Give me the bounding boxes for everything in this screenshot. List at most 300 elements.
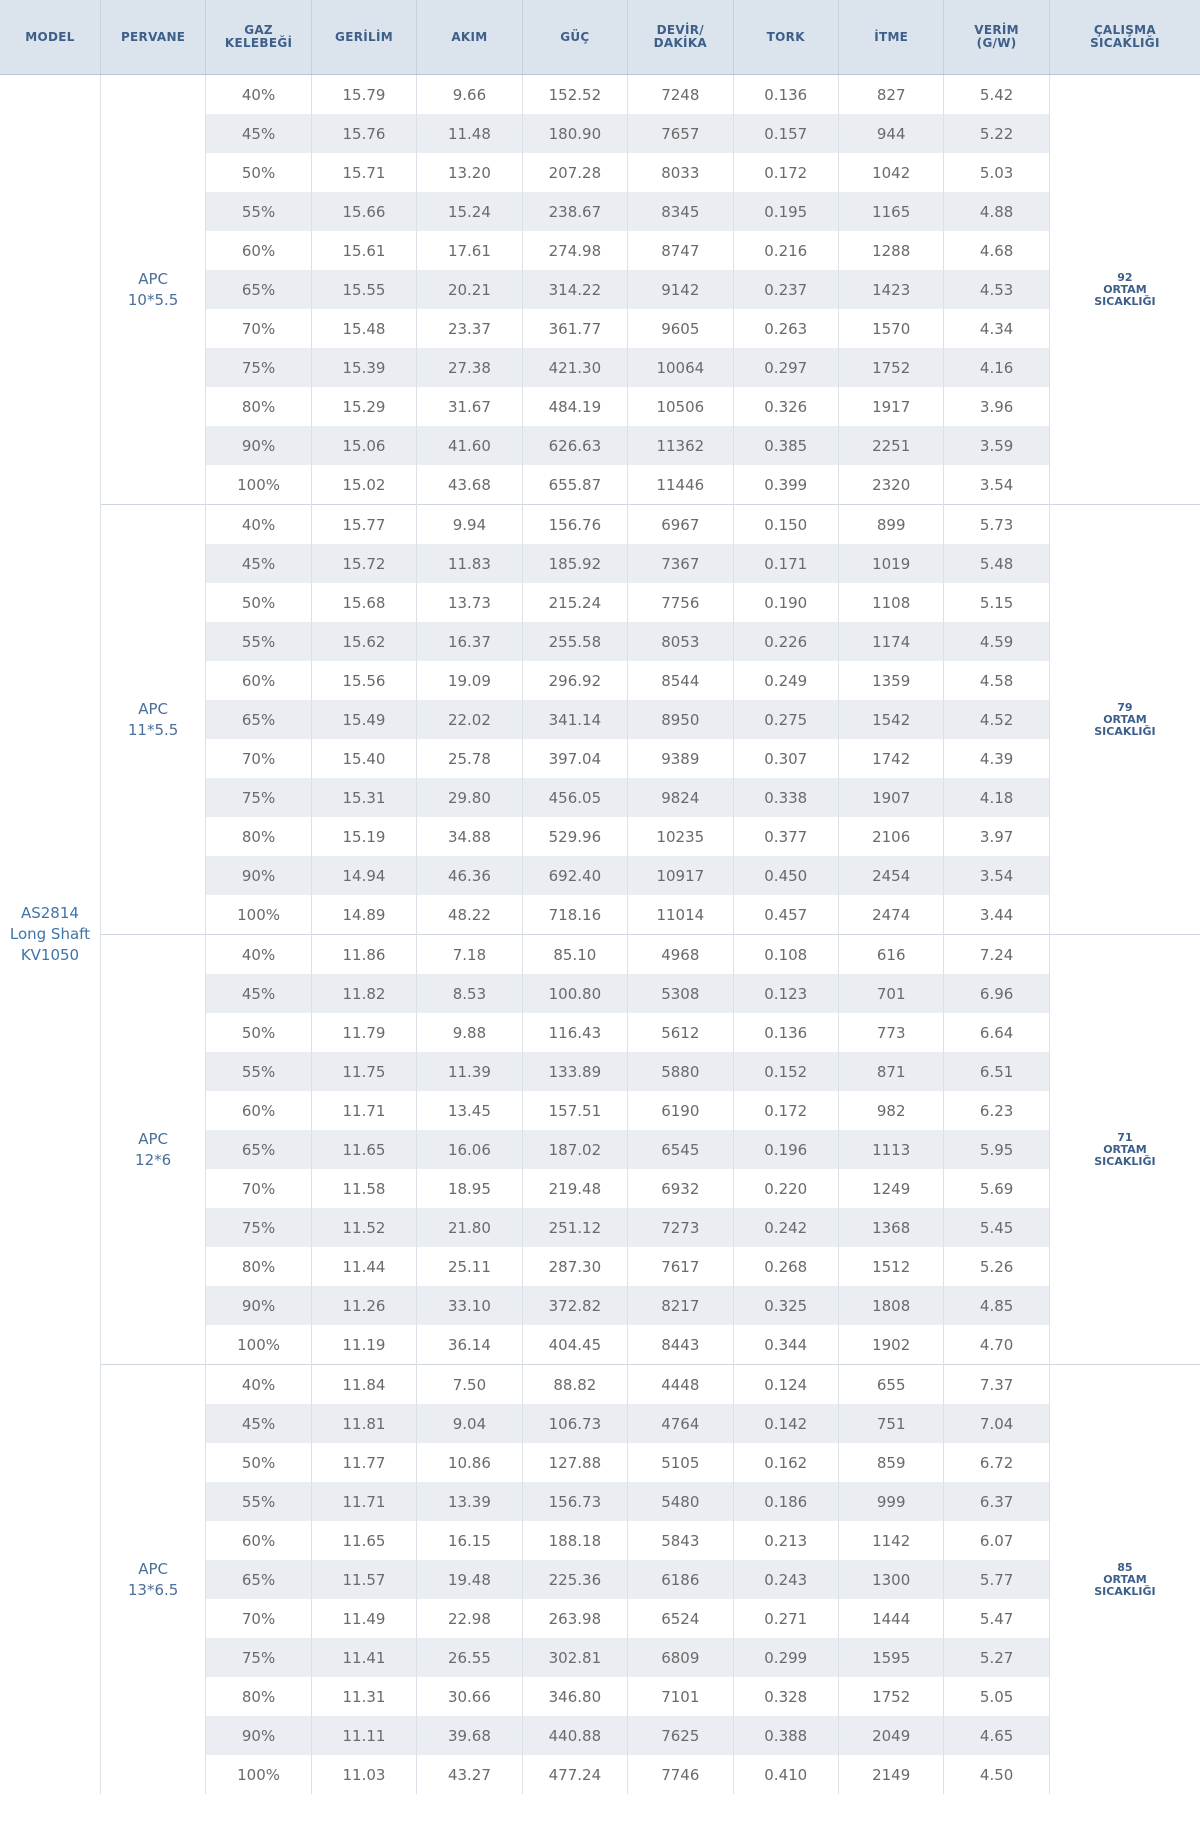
cell-akim: 43.68 [417,465,522,505]
cell-akim: 22.02 [417,700,522,739]
cell-gerilim: 11.19 [311,1325,416,1365]
cell-tork: 0.172 [733,1091,838,1130]
cell-itme: 827 [838,75,943,115]
cell-itme: 773 [838,1013,943,1052]
cell-akim: 19.09 [417,661,522,700]
cell-verim: 4.39 [944,739,1049,778]
cell-akim: 39.68 [417,1716,522,1755]
cell-gaz-kelebegi: 45% [206,544,311,583]
cell-verim: 4.50 [944,1755,1049,1794]
cell-guc: 655.87 [522,465,627,505]
cell-gerilim: 11.41 [311,1638,416,1677]
cell-akim: 9.94 [417,505,522,545]
cell-gerilim: 15.06 [311,426,416,465]
cell-gaz-kelebegi: 55% [206,1482,311,1521]
cell-verim: 4.16 [944,348,1049,387]
cell-gaz-kelebegi: 55% [206,622,311,661]
cell-devir-dakika: 5612 [628,1013,733,1052]
cell-gerilim: 11.71 [311,1482,416,1521]
cell-gaz-kelebegi: 40% [206,1365,311,1405]
cell-itme: 2106 [838,817,943,856]
cell-guc: 106.73 [522,1404,627,1443]
header-label-line: GERİLİM [335,29,393,44]
cell-guc: 302.81 [522,1638,627,1677]
cell-gaz-kelebegi: 70% [206,739,311,778]
cell-devir-dakika: 6190 [628,1091,733,1130]
cell-gaz-kelebegi: 100% [206,895,311,935]
header-label-line: AKIM [451,29,488,44]
cell-devir-dakika: 9824 [628,778,733,817]
cell-itme: 1542 [838,700,943,739]
cell-akim: 48.22 [417,895,522,935]
header-label-line: TORK [766,29,805,44]
cell-guc: 529.96 [522,817,627,856]
cell-itme: 1752 [838,1677,943,1716]
header-label-line: KELEBEĞİ [224,36,293,50]
cell-devir-dakika: 7101 [628,1677,733,1716]
cell-gerilim: 15.61 [311,231,416,270]
table-header [0,0,1200,75]
cell-verim: 5.03 [944,153,1049,192]
cell-verim: 4.59 [944,622,1049,661]
cell-devir-dakika: 6967 [628,505,733,545]
cell-itme: 1444 [838,1599,943,1638]
cell-itme: 1595 [838,1638,943,1677]
cell-verim: 4.85 [944,1286,1049,1325]
cell-akim: 8.53 [417,974,522,1013]
cell-akim: 13.39 [417,1482,522,1521]
cell-guc: 626.63 [522,426,627,465]
table-row [0,75,1200,115]
cell-gaz-kelebegi: 60% [206,661,311,700]
cell-devir-dakika: 10506 [628,387,733,426]
cell-devir-dakika: 9142 [628,270,733,309]
cell-itme: 899 [838,505,943,545]
cell-devir-dakika: 7273 [628,1208,733,1247]
cell-verim: 4.58 [944,661,1049,700]
cell-tork: 0.136 [733,1013,838,1052]
cell-akim: 7.18 [417,935,522,975]
cell-itme: 1042 [838,153,943,192]
cell-gerilim: 15.79 [311,75,416,115]
cell-tork: 0.216 [733,231,838,270]
cell-verim: 5.95 [944,1130,1049,1169]
temperature-cell [1049,935,1200,1365]
cell-tork: 0.123 [733,974,838,1013]
temperature-cell [1049,505,1200,935]
cell-devir-dakika: 7625 [628,1716,733,1755]
cell-tork: 0.388 [733,1716,838,1755]
cell-guc: 372.82 [522,1286,627,1325]
cell-gerilim: 11.71 [311,1091,416,1130]
cell-gerilim: 15.48 [311,309,416,348]
header-tork [733,0,838,75]
cell-devir-dakika: 9389 [628,739,733,778]
cell-devir-dakika: 8443 [628,1325,733,1365]
cell-akim: 10.86 [417,1443,522,1482]
cell-guc: 156.76 [522,505,627,545]
cell-devir-dakika: 8033 [628,153,733,192]
cell-gerilim: 15.49 [311,700,416,739]
cell-itme: 1019 [838,544,943,583]
cell-gerilim: 11.26 [311,1286,416,1325]
cell-gerilim: 15.62 [311,622,416,661]
cell-tork: 0.213 [733,1521,838,1560]
cell-itme: 1165 [838,192,943,231]
cell-devir-dakika: 7657 [628,114,733,153]
cell-devir-dakika: 5480 [628,1482,733,1521]
propeller-cell [100,935,205,1365]
header-pervane [100,0,205,75]
cell-tork: 0.171 [733,544,838,583]
cell-gaz-kelebegi: 75% [206,778,311,817]
cell-verim: 4.18 [944,778,1049,817]
cell-tork: 0.299 [733,1638,838,1677]
cell-tork: 0.326 [733,387,838,426]
cell-gaz-kelebegi: 100% [206,1325,311,1365]
cell-gerilim: 11.79 [311,1013,416,1052]
header-akim [417,0,522,75]
header-itme [838,0,943,75]
cell-itme: 2049 [838,1716,943,1755]
cell-gaz-kelebegi: 75% [206,348,311,387]
cell-gaz-kelebegi: 65% [206,700,311,739]
cell-tork: 0.249 [733,661,838,700]
cell-verim: 3.96 [944,387,1049,426]
cell-gaz-kelebegi: 100% [206,465,311,505]
model-name-line: AS2814 [20,904,79,922]
cell-gerilim: 11.81 [311,1404,416,1443]
cell-guc: 88.82 [522,1365,627,1405]
cell-devir-dakika: 5880 [628,1052,733,1091]
propeller-name-line: 12*6 [135,1150,172,1169]
cell-verim: 5.22 [944,114,1049,153]
cell-tork: 0.243 [733,1560,838,1599]
cell-devir-dakika: 7248 [628,75,733,115]
cell-akim: 29.80 [417,778,522,817]
cell-verim: 5.69 [944,1169,1049,1208]
cell-gerilim: 11.58 [311,1169,416,1208]
propeller-name-line: 13*6.5 [127,1580,179,1599]
cell-tork: 0.457 [733,895,838,935]
cell-tork: 0.268 [733,1247,838,1286]
cell-gaz-kelebegi: 60% [206,1091,311,1130]
cell-devir-dakika: 4448 [628,1365,733,1405]
cell-devir-dakika: 10064 [628,348,733,387]
temperature-line: SICAKLIĞI [1094,1154,1156,1168]
cell-tork: 0.410 [733,1755,838,1794]
cell-gerilim: 15.76 [311,114,416,153]
cell-tork: 0.172 [733,153,838,192]
propeller-name-line: APC [138,1129,169,1148]
temperature-line: 85 [1117,1560,1133,1574]
temperature-line: SICAKLIĞI [1094,724,1156,738]
cell-tork: 0.237 [733,270,838,309]
cell-itme: 2474 [838,895,943,935]
temperature-line: SICAKLIĞI [1094,1584,1156,1598]
cell-gaz-kelebegi: 70% [206,1169,311,1208]
temperature-cell [1049,1365,1200,1795]
table-row [0,505,1200,545]
cell-devir-dakika: 7367 [628,544,733,583]
propeller-name-line: APC [138,699,169,718]
header-label-line: GAZ [244,23,273,37]
cell-verim: 4.70 [944,1325,1049,1365]
cell-guc: 225.36 [522,1560,627,1599]
cell-itme: 1570 [838,309,943,348]
propeller-name-line: APC [138,1559,169,1578]
cell-verim: 3.97 [944,817,1049,856]
cell-itme: 1742 [838,739,943,778]
header-model [0,0,100,75]
cell-verim: 3.59 [944,426,1049,465]
header-gaz-kelebegi [206,0,311,75]
cell-guc: 100.80 [522,974,627,1013]
cell-devir-dakika: 11362 [628,426,733,465]
cell-guc: 85.10 [522,935,627,975]
cell-devir-dakika: 10235 [628,817,733,856]
cell-tork: 0.399 [733,465,838,505]
cell-gaz-kelebegi: 50% [206,153,311,192]
cell-tork: 0.450 [733,856,838,895]
cell-akim: 34.88 [417,817,522,856]
cell-itme: 1808 [838,1286,943,1325]
cell-gaz-kelebegi: 55% [206,192,311,231]
cell-gerilim: 11.57 [311,1560,416,1599]
cell-gerilim: 11.65 [311,1130,416,1169]
cell-guc: 404.45 [522,1325,627,1365]
header-calisma-sicakligi [1049,0,1200,75]
cell-gaz-kelebegi: 45% [206,114,311,153]
header-label-line: GÜÇ [560,29,590,44]
cell-verim: 5.73 [944,505,1049,545]
temperature-line: ORTAM [1103,282,1147,296]
cell-guc: 274.98 [522,231,627,270]
cell-itme: 751 [838,1404,943,1443]
cell-itme: 1368 [838,1208,943,1247]
cell-devir-dakika: 8544 [628,661,733,700]
propeller-name-line: 10*5.5 [127,290,179,309]
cell-verim: 6.51 [944,1052,1049,1091]
cell-gerilim: 15.55 [311,270,416,309]
cell-tork: 0.162 [733,1443,838,1482]
cell-gaz-kelebegi: 75% [206,1208,311,1247]
header-label-line: DAKİKA [653,36,708,50]
cell-gerilim: 11.82 [311,974,416,1013]
cell-akim: 16.06 [417,1130,522,1169]
header-verim [944,0,1049,75]
temperature-line: ORTAM [1103,712,1147,726]
cell-gaz-kelebegi: 50% [206,1013,311,1052]
cell-gaz-kelebegi: 90% [206,1716,311,1755]
cell-guc: 215.24 [522,583,627,622]
cell-guc: 341.14 [522,700,627,739]
cell-akim: 13.45 [417,1091,522,1130]
cell-gaz-kelebegi: 90% [206,1286,311,1325]
cell-verim: 6.37 [944,1482,1049,1521]
header-label-line: DEVİR/ [656,23,704,37]
cell-akim: 9.88 [417,1013,522,1052]
cell-itme: 1512 [838,1247,943,1286]
cell-gaz-kelebegi: 55% [206,1052,311,1091]
cell-akim: 16.37 [417,622,522,661]
cell-verim: 3.54 [944,856,1049,895]
cell-guc: 263.98 [522,1599,627,1638]
cell-akim: 23.37 [417,309,522,348]
cell-verim: 5.77 [944,1560,1049,1599]
header-devir-dakika [628,0,733,75]
cell-gerilim: 11.44 [311,1247,416,1286]
cell-tork: 0.325 [733,1286,838,1325]
cell-gaz-kelebegi: 70% [206,1599,311,1638]
cell-devir-dakika: 9605 [628,309,733,348]
cell-tork: 0.196 [733,1130,838,1169]
table-row [0,1365,1200,1405]
cell-tork: 0.242 [733,1208,838,1247]
cell-gerilim: 15.68 [311,583,416,622]
cell-akim: 17.61 [417,231,522,270]
cell-itme: 1907 [838,778,943,817]
propeller-cell [100,75,205,505]
cell-itme: 1288 [838,231,943,270]
cell-guc: 251.12 [522,1208,627,1247]
cell-akim: 7.50 [417,1365,522,1405]
cell-verim: 4.34 [944,309,1049,348]
cell-akim: 20.21 [417,270,522,309]
cell-devir-dakika: 8053 [628,622,733,661]
cell-guc: 692.40 [522,856,627,895]
cell-tork: 0.190 [733,583,838,622]
cell-gaz-kelebegi: 80% [206,387,311,426]
cell-verim: 6.72 [944,1443,1049,1482]
cell-verim: 5.48 [944,544,1049,583]
cell-akim: 46.36 [417,856,522,895]
cell-verim: 5.27 [944,1638,1049,1677]
cell-itme: 2251 [838,426,943,465]
cell-itme: 859 [838,1443,943,1482]
cell-guc: 421.30 [522,348,627,387]
cell-gerilim: 11.86 [311,935,416,975]
cell-guc: 346.80 [522,1677,627,1716]
cell-itme: 1752 [838,348,943,387]
cell-akim: 33.10 [417,1286,522,1325]
cell-itme: 1902 [838,1325,943,1365]
cell-guc: 180.90 [522,114,627,153]
cell-tork: 0.150 [733,505,838,545]
cell-verim: 5.15 [944,583,1049,622]
cell-itme: 1359 [838,661,943,700]
cell-akim: 9.66 [417,75,522,115]
cell-tork: 0.108 [733,935,838,975]
cell-tork: 0.344 [733,1325,838,1365]
temperature-line: 71 [1117,1130,1133,1144]
cell-gerilim: 15.71 [311,153,416,192]
cell-itme: 616 [838,935,943,975]
cell-itme: 1423 [838,270,943,309]
cell-gaz-kelebegi: 50% [206,1443,311,1482]
cell-gerilim: 15.19 [311,817,416,856]
cell-gerilim: 15.77 [311,505,416,545]
cell-tork: 0.152 [733,1052,838,1091]
cell-tork: 0.136 [733,75,838,115]
cell-guc: 440.88 [522,1716,627,1755]
header-gerilim [311,0,416,75]
temperature-line: SICAKLIĞI [1094,294,1156,308]
cell-akim: 15.24 [417,192,522,231]
cell-gerilim: 11.65 [311,1521,416,1560]
cell-guc: 116.43 [522,1013,627,1052]
cell-akim: 11.83 [417,544,522,583]
cell-gaz-kelebegi: 65% [206,1560,311,1599]
cell-guc: 187.02 [522,1130,627,1169]
cell-verim: 7.24 [944,935,1049,975]
cell-tork: 0.307 [733,739,838,778]
cell-verim: 4.65 [944,1716,1049,1755]
cell-guc: 207.28 [522,153,627,192]
cell-guc: 185.92 [522,544,627,583]
cell-guc: 484.19 [522,387,627,426]
cell-itme: 982 [838,1091,943,1130]
cell-itme: 1108 [838,583,943,622]
cell-guc: 219.48 [522,1169,627,1208]
cell-devir-dakika: 11014 [628,895,733,935]
cell-verim: 4.53 [944,270,1049,309]
cell-tork: 0.385 [733,426,838,465]
cell-verim: 6.23 [944,1091,1049,1130]
cell-akim: 25.11 [417,1247,522,1286]
cell-guc: 152.52 [522,75,627,115]
cell-itme: 655 [838,1365,943,1405]
cell-gaz-kelebegi: 80% [206,1247,311,1286]
cell-guc: 718.16 [522,895,627,935]
cell-tork: 0.226 [733,622,838,661]
cell-devir-dakika: 4764 [628,1404,733,1443]
cell-gaz-kelebegi: 80% [206,1677,311,1716]
cell-verim: 5.42 [944,75,1049,115]
propeller-name-line: APC [138,269,169,288]
cell-itme: 1174 [838,622,943,661]
cell-gaz-kelebegi: 60% [206,231,311,270]
cell-verim: 5.05 [944,1677,1049,1716]
cell-tork: 0.297 [733,348,838,387]
cell-itme: 2149 [838,1755,943,1794]
temperature-cell [1049,75,1200,505]
cell-devir-dakika: 8950 [628,700,733,739]
cell-gerilim: 11.31 [311,1677,416,1716]
cell-tork: 0.377 [733,817,838,856]
cell-gaz-kelebegi: 45% [206,1404,311,1443]
header-label-line: SICAKLIĞI [1090,36,1160,50]
cell-guc: 314.22 [522,270,627,309]
cell-gaz-kelebegi: 45% [206,974,311,1013]
header-guc [522,0,627,75]
cell-akim: 11.48 [417,114,522,153]
header-label-line: ÇALIŞMA [1093,23,1157,37]
cell-gerilim: 15.31 [311,778,416,817]
cell-itme: 1142 [838,1521,943,1560]
propeller-name-line: 11*5.5 [127,720,179,739]
cell-gerilim: 11.77 [311,1443,416,1482]
cell-akim: 13.73 [417,583,522,622]
cell-verim: 7.37 [944,1365,1049,1405]
cell-gaz-kelebegi: 90% [206,426,311,465]
cell-tork: 0.195 [733,192,838,231]
cell-devir-dakika: 4968 [628,935,733,975]
cell-verim: 3.44 [944,895,1049,935]
cell-guc: 287.30 [522,1247,627,1286]
cell-devir-dakika: 8747 [628,231,733,270]
cell-akim: 36.14 [417,1325,522,1365]
